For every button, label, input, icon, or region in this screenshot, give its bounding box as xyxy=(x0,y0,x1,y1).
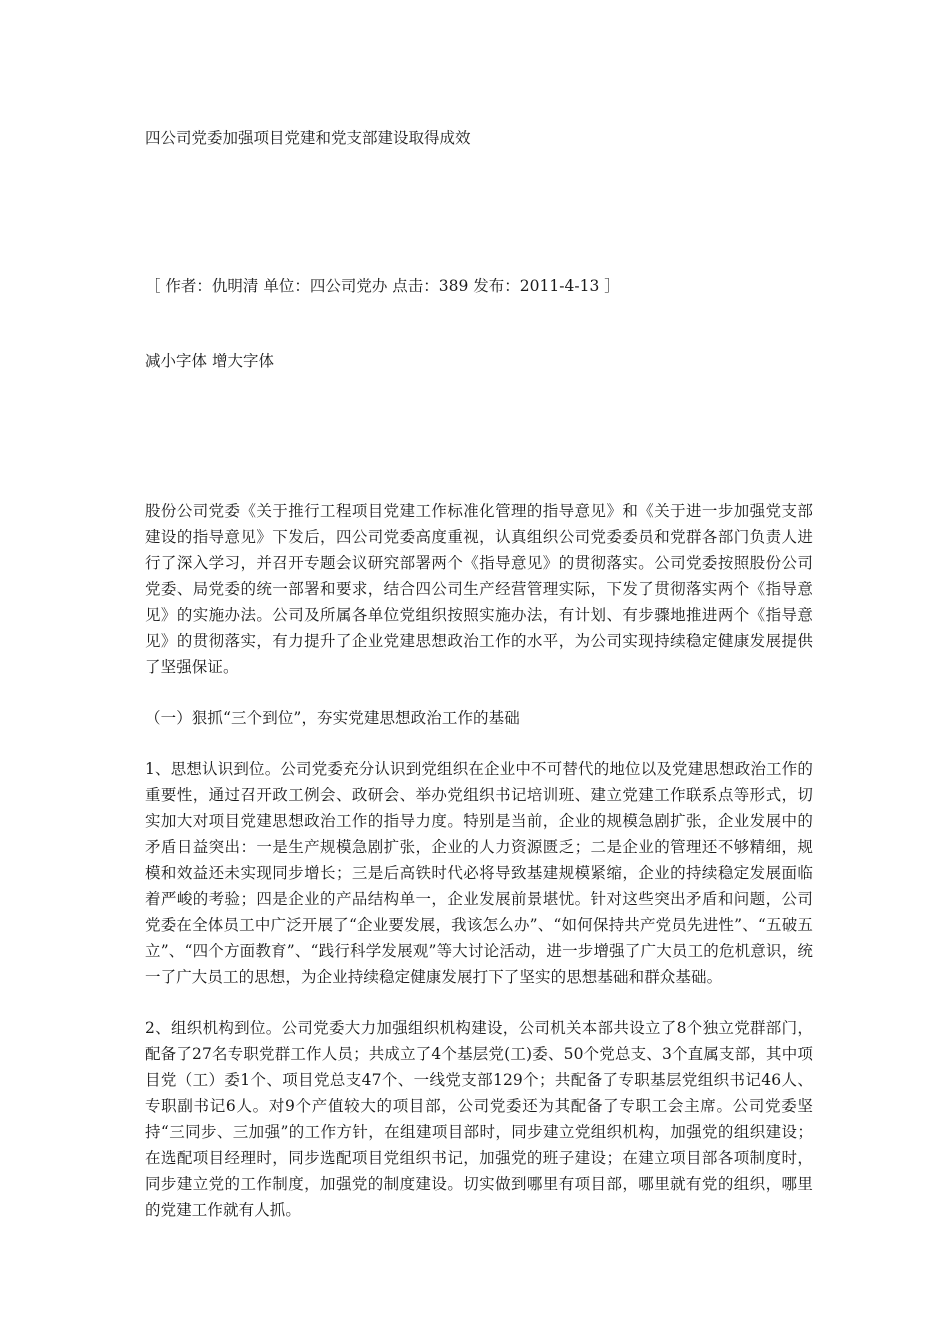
paragraph-organization: 2、组织机构到位。公司党委大力加强组织机构建设，公司机关本部共设立了8个独立党群部门，配备了27名专职党群工作人员；共成立了4个基层党(工)委、50个党总支、3个直属支部，其中项目党（工）委1个、项目党总支47个、一线党支部129个；共配备了专职基层党组织书记46人、专职副书记6人。对9个产值较大的项目部，公司党委还为其配备了专职工会主席。公司党委坚持“三同步、三加强”的工作方针，在组建项目部时，同步建立党组织机构，加强党的组织建设；在选配项目经理时，同步选配项目党组织书记，加强党的班子建设；在建立项目部各项制度时，同步建立党的工作制度，加强党的制度建设。切实做到哪里有项目部，哪里就有党的组织，哪里的党建工作就有人抓。 xyxy=(145,1019,813,1219)
section-heading: （一）狠抓“三个到位”，夯实党建思想政治工作的基础 xyxy=(145,709,520,727)
article-body xyxy=(145,498,813,1248)
article-title: 四公司党委加强项目党建和党支部建设取得成效 xyxy=(145,129,471,147)
font-size-controls xyxy=(145,350,274,372)
decrease-font-link[interactable]: 减小字体 xyxy=(145,352,208,370)
article-meta: ［ 作者：仇明清 单位：四公司党办 点击：389 发布：2011-4-13 ］ xyxy=(145,277,620,295)
increase-font-link[interactable]: 增大字体 xyxy=(211,352,274,370)
paragraph-ideology: 1、思想认识到位。公司党委充分认识到党组织在企业中不可替代的地位以及党建思想政治工作的重要性，通过召开政工例会、政研会、举办党组织书记培训班、建立党建工作联系点等形式，切实加大对项目党建思想政治工作的指导力度。特别是当前，企业的规模急剧扩张，企业发展中的矛盾日益突出：一是生产规模急剧扩张，企业的人力资源匮乏；二是企业的管理还不够精细，规模和效益还未实现同步增长；三是后高铁时代必将导致基建规模紧缩，企业的持续稳定发展面临着严峻的考验；四是企业的产品结构单一，企业发展前景堪忧。针对这些突出矛盾和问题，公司党委在全体员工中广泛开展了“企业要发展，我该怎么办”、“如何保持共产党员先进性”、“五破五立”、“四个方面教育”、“践行科学发展观”等大讨论活动，进一步增强了广大员工的危机意识，统一了广大员工的思想，为企业持续稳定健康发展打下了坚实的思想基础和群众基础。 xyxy=(145,760,813,986)
paragraph-intro: 股份公司党委《关于推行工程项目党建工作标准化管理的指导意见》和《关于进一步加强党支部建设的指导意见》下发后，四公司党委高度重视，认真组织公司党委委员和党群各部门负责人进行了深入学习，并召开专题会议研究部署两个《指导意见》的贯彻落实。公司党委按照股份公司党委、局党委的统一部署和要求，结合四公司生产经营管理实际，下发了贯彻落实两个《指导意见》的实施办法。公司及所属各单位党组织按照实施办法，有计划、有步骤地推进两个《指导意见》的贯彻落实，有力提升了企业党建思想政治工作的水平，为公司实现持续稳定健康发展提供了坚强保证。 xyxy=(145,502,813,676)
